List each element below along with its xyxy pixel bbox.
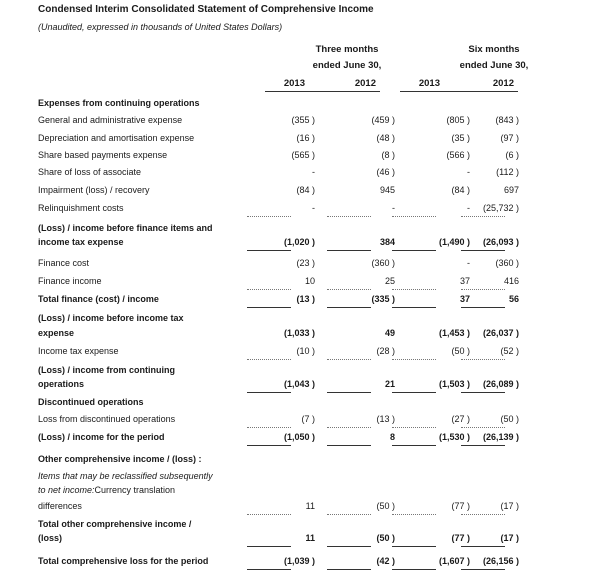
total-underline — [327, 307, 371, 308]
row-value: 11 — [305, 501, 315, 511]
row-label: (Loss) / income before income tax — [38, 313, 184, 323]
row-value: (10 ) — [296, 346, 315, 356]
row-label: Finance cost — [38, 258, 90, 268]
total-underline — [247, 307, 291, 308]
total-underline — [327, 392, 371, 393]
table-row — [38, 397, 520, 411]
year-header: 2013 — [283, 78, 305, 89]
row-value: (6 ) — [505, 150, 519, 160]
total-underline — [392, 307, 436, 308]
row-value: 56 — [508, 294, 519, 304]
total-underline — [247, 359, 291, 360]
row-value: (1,530 ) — [438, 432, 470, 442]
row-value: 37 — [459, 294, 470, 304]
total-underline — [392, 216, 436, 217]
row-value: (17 ) — [500, 501, 519, 511]
row-value: (25,732 ) — [482, 203, 519, 213]
year-header: 2012 — [492, 78, 514, 89]
total-underline — [327, 216, 371, 217]
row-value: (50 ) — [376, 501, 395, 511]
row-value: - — [312, 167, 315, 177]
year-header: 2013 — [418, 78, 440, 89]
row-value: (1,503 ) — [438, 379, 470, 389]
row-label: Finance income — [38, 276, 102, 286]
header-six-months-ended: ended June 30, — [459, 60, 529, 71]
row-value: (27 ) — [451, 414, 470, 424]
row-label: Discontinued operations — [38, 397, 144, 407]
row-value: (77 ) — [451, 501, 470, 511]
row-label: (Loss) / income before finance items and — [38, 223, 213, 233]
row-value: (1,020 ) — [283, 237, 315, 247]
row-value: (1,453 ) — [438, 328, 470, 338]
table-row — [38, 98, 520, 112]
row-label: (Loss) / income for the period — [38, 432, 165, 442]
row-value: (8 ) — [381, 150, 395, 160]
table-row — [38, 454, 520, 468]
row-label: (loss) — [38, 533, 63, 543]
total-underline — [392, 250, 436, 251]
row-value: (42 ) — [376, 556, 395, 566]
row-value: 10 — [304, 276, 315, 286]
row-value: (16 ) — [296, 133, 315, 143]
total-underline — [392, 546, 436, 547]
row-value: (1,043 ) — [283, 379, 315, 389]
table-row — [38, 294, 520, 308]
row-label: Share based payments expense — [38, 150, 168, 160]
total-underline — [247, 546, 291, 547]
total-underline — [392, 392, 436, 393]
row-value: (84 ) — [296, 185, 315, 195]
row-value: (35 ) — [451, 133, 470, 143]
row-value: 25 — [384, 276, 395, 286]
row-label: operations — [38, 379, 85, 389]
row-label: Other comprehensive income / (loss) : — [38, 454, 202, 464]
row-value: (1,607 ) — [438, 556, 470, 566]
row-label: Share of loss of associate — [38, 167, 142, 177]
row-value: - — [467, 203, 470, 213]
row-value: (26,139 ) — [482, 432, 519, 442]
table-row — [38, 432, 520, 446]
row-label: Total comprehensive loss for the period — [38, 556, 209, 566]
table-row — [38, 150, 520, 164]
row-value: (1,050 ) — [283, 432, 315, 442]
row-label: Loss from discontinued operations — [38, 414, 176, 424]
row-value: (360 ) — [371, 258, 395, 268]
total-underline — [461, 289, 505, 290]
row-label: (Loss) / income from continuing — [38, 365, 175, 375]
total-underline — [392, 427, 436, 428]
total-underline — [461, 216, 505, 217]
row-value: (112 ) — [496, 167, 519, 177]
total-underline — [247, 216, 291, 217]
statement-title: Condensed Interim Consolidated Statement of Comprehensive Income — [38, 4, 374, 15]
row-label: Income tax expense — [38, 346, 119, 356]
total-underline — [461, 445, 505, 446]
row-value: (13 ) — [376, 414, 395, 424]
total-underline — [247, 250, 291, 251]
row-value: - — [392, 203, 395, 213]
row-value: (50 ) — [500, 414, 519, 424]
row-label: income tax expense — [38, 237, 124, 247]
row-value: (26,037 ) — [482, 328, 519, 338]
row-value: (566 ) — [446, 150, 470, 160]
total-underline — [327, 427, 371, 428]
row-label: General and administrative expense — [38, 115, 183, 125]
row-label: Items that may be reclassified subsequently — [38, 471, 213, 481]
table-row — [38, 328, 520, 342]
total-underline — [461, 359, 505, 360]
row-label — [38, 485, 175, 495]
table-row — [38, 276, 520, 290]
row-label-italic: to net income: — [38, 485, 95, 495]
row-value: (50 ) — [376, 533, 395, 543]
statement-subtitle: (Unaudited, expressed in thousands of United States Dollars) — [38, 22, 283, 32]
total-underline — [461, 427, 505, 428]
total-underline — [247, 514, 291, 515]
row-value: (459 ) — [371, 115, 395, 125]
row-value: 21 — [384, 379, 395, 389]
row-value: (84 ) — [451, 185, 470, 195]
row-value: 37 — [459, 276, 470, 286]
row-value: (97 ) — [500, 133, 519, 143]
row-value: 416 — [503, 276, 519, 286]
total-underline — [247, 392, 291, 393]
row-value: (26,093 ) — [482, 237, 519, 247]
row-value: 49 — [384, 328, 395, 338]
row-value: (26,089 ) — [482, 379, 519, 389]
row-label: differences — [38, 501, 82, 511]
header-underline — [265, 91, 380, 92]
row-value: (28 ) — [376, 346, 395, 356]
total-underline — [327, 250, 371, 251]
row-value: 945 — [379, 185, 395, 195]
row-value: (50 ) — [451, 346, 470, 356]
row-value: (1,033 ) — [283, 328, 315, 338]
total-underline — [461, 307, 505, 308]
header-underline — [400, 91, 518, 92]
row-value: (1,039 ) — [283, 556, 315, 566]
table-row — [38, 223, 520, 237]
row-value: (17 ) — [500, 533, 519, 543]
row-label-rest: Currency translation — [94, 485, 176, 495]
total-underline — [327, 514, 371, 515]
row-value: (26,156 ) — [482, 556, 519, 566]
row-value: 8 — [389, 432, 395, 442]
row-value: (13 ) — [296, 294, 315, 304]
row-value: (23 ) — [296, 258, 315, 268]
year-header: 2012 — [354, 78, 376, 89]
row-value: 11 — [305, 533, 315, 543]
row-value: (335 ) — [371, 294, 395, 304]
total-underline — [327, 359, 371, 360]
header-three-months-ended: ended June 30, — [312, 60, 382, 71]
table-row — [38, 115, 520, 129]
row-label: Depreciation and amortisation expense — [38, 133, 195, 143]
row-value: 697 — [503, 185, 519, 195]
row-value: (77 ) — [451, 533, 470, 543]
total-underline — [327, 289, 371, 290]
table-row — [38, 313, 520, 327]
row-label: Total other comprehensive income / — [38, 519, 192, 529]
table-row — [38, 167, 520, 181]
total-underline — [392, 445, 436, 446]
row-label: Relinquishment costs — [38, 203, 124, 213]
row-value: (360 ) — [495, 258, 519, 268]
row-label: Impairment (loss) / recovery — [38, 185, 150, 195]
table-row — [38, 237, 520, 251]
table-row — [38, 471, 520, 485]
total-underline — [327, 445, 371, 446]
header-six-months: Six months — [468, 44, 520, 55]
row-value: (7 ) — [301, 414, 315, 424]
table-row — [38, 485, 520, 499]
table-row — [38, 346, 520, 360]
header-three-months: Three months — [315, 44, 379, 55]
total-underline — [247, 427, 291, 428]
table-row — [38, 258, 520, 272]
row-value: - — [312, 203, 315, 213]
row-value: (52 ) — [500, 346, 519, 356]
total-underline — [461, 250, 505, 251]
total-underline — [247, 289, 291, 290]
row-value: (843 ) — [495, 115, 519, 125]
table-row — [38, 501, 520, 515]
table-row — [38, 556, 520, 570]
total-underline — [461, 514, 505, 515]
row-value: (805 ) — [446, 115, 470, 125]
row-value: (48 ) — [376, 133, 395, 143]
row-value: (46 ) — [376, 167, 395, 177]
total-underline — [461, 392, 505, 393]
total-underline — [327, 546, 371, 547]
table-row — [38, 365, 520, 379]
row-value: (355 ) — [291, 115, 315, 125]
row-value: (1,490 ) — [438, 237, 470, 247]
table-row — [38, 519, 520, 533]
total-underline — [392, 289, 436, 290]
row-value: - — [467, 258, 470, 268]
table-row — [38, 133, 520, 147]
row-value: (565 ) — [291, 150, 315, 160]
table-row — [38, 414, 520, 428]
total-underline — [392, 359, 436, 360]
row-value: - — [467, 167, 470, 177]
table-row — [38, 379, 520, 393]
total-underline — [247, 445, 291, 446]
total-underline — [392, 514, 436, 515]
table-row — [38, 185, 520, 199]
row-label: Expenses from continuing operations — [38, 98, 200, 108]
table-row — [38, 533, 520, 547]
row-label: expense — [38, 328, 75, 338]
row-value: 384 — [379, 237, 395, 247]
table-row — [38, 203, 520, 217]
total-underline — [461, 546, 505, 547]
row-label: Total finance (cost) / income — [38, 294, 159, 304]
